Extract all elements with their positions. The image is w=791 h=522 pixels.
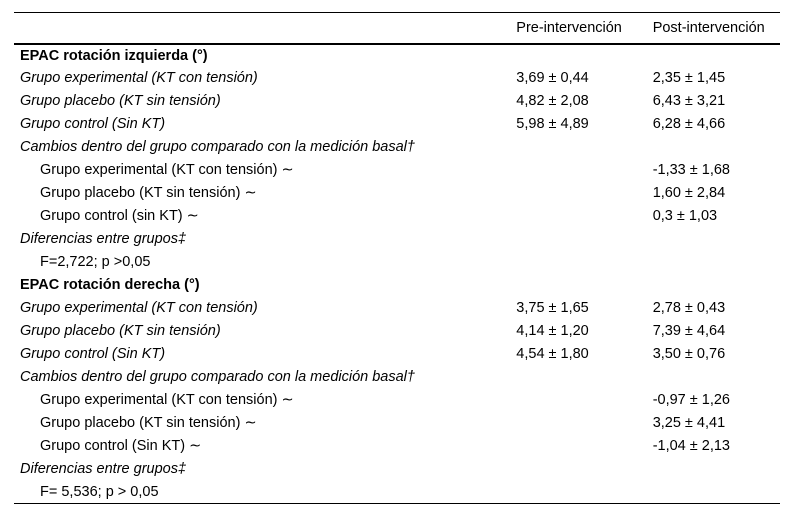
pre-value: 4,54 ± 1,80 [516,346,589,362]
post-value: 2,78 ± 0,43 [652,300,726,316]
table-row [14,90,780,113]
row-label: Grupo control (Sin KT) [20,116,166,132]
table-row [14,274,780,297]
row-label: EPAC rotación derecha (°) [20,277,200,293]
row-label: Grupo experimental (KT con tensión) [20,70,258,86]
table-row [14,320,780,343]
row-label: F= 5,536; p > 0,05 [14,481,516,504]
row-label: Grupo control (Sin KT) ∼ [40,438,202,454]
table-row [14,182,780,205]
header-pre-intervention: Pre-intervención [516,13,652,44]
row-label: Grupo experimental (KT con tensión) [20,300,258,316]
pre-value [516,205,652,228]
table-row [14,481,780,504]
post-value: 2,35 ± 1,45 [652,70,726,86]
post-value: -0,97 ± 1,26 [652,392,730,408]
pre-value [516,44,652,67]
pre-value [516,251,652,274]
pre-value [516,228,652,251]
pre-value: 3,69 ± 0,44 [516,70,589,86]
table-row [14,205,780,228]
pre-value: 3,75 ± 1,65 [516,300,589,316]
pre-value [516,458,652,481]
pre-value [516,389,652,412]
results-table [14,12,780,504]
row-label: Grupo experimental (KT con tensión) ∼ [40,392,294,408]
row-label: EPAC rotación izquierda (°) [20,47,208,64]
pre-value [516,481,652,504]
header-label-column [14,13,516,44]
post-value: -1,33 ± 1,68 [652,162,730,178]
row-label: Grupo placebo (KT sin tensión) ∼ [40,185,257,201]
post-value: 0,3 ± 1,03 [652,208,718,224]
table-row [14,366,780,389]
pre-value [516,182,652,205]
post-value: -1,04 ± 2,13 [652,438,730,454]
post-value [653,458,780,481]
post-value: 7,39 ± 4,64 [652,323,726,339]
post-value [653,481,780,504]
pre-value [516,274,652,297]
pre-value [516,412,652,435]
table-row [14,228,780,251]
post-value [653,366,780,389]
post-value [653,251,780,274]
row-label: Cambios dentro del grupo comparado con la medición basal† [20,139,415,155]
pre-value: 5,98 ± 4,89 [516,116,589,132]
pre-value [516,159,652,182]
row-label: F=2,722; p >0,05 [40,254,151,270]
table-row [14,136,780,159]
row-label: Grupo control (Sin KT) [20,346,166,362]
row-label: Grupo control (sin KT) ∼ [40,208,199,224]
table-body [14,44,780,504]
post-value: 3,25 ± 4,41 [652,415,726,431]
table-row [14,458,780,481]
pre-value [516,136,652,159]
header-post-intervention: Post-intervención [653,13,780,44]
row-label: Cambios dentro del grupo comparado con la medición basal† [20,369,415,385]
table-row [14,44,780,67]
pre-value [516,366,652,389]
table-row [14,113,780,136]
table-row [14,412,780,435]
post-value [653,44,780,67]
post-value: 6,28 ± 4,66 [652,116,726,132]
header-row [14,13,780,44]
table-row [14,389,780,412]
pre-value: 4,82 ± 2,08 [516,93,589,109]
table-row [14,67,780,90]
row-label: Grupo placebo (KT sin tensión) ∼ [40,415,257,431]
row-label: Grupo placebo (KT sin tensión) [20,93,221,109]
pre-value [516,435,652,458]
table-row [14,435,780,458]
post-value: 3,50 ± 0,76 [652,346,726,362]
table-row [14,159,780,182]
table-row [14,297,780,320]
row-label: Diferencias entre grupos‡ [20,231,187,247]
row-label: Diferencias entre grupos‡ [20,461,187,477]
post-value [653,136,780,159]
table-header [14,13,780,44]
row-label: Grupo placebo (KT sin tensión) [20,323,221,339]
table-row [14,343,780,366]
table-row [14,251,780,274]
post-value: 6,43 ± 3,21 [652,93,726,109]
post-value [653,274,780,297]
post-value [653,228,780,251]
row-label: Grupo experimental (KT con tensión) ∼ [40,162,294,178]
pre-value: 4,14 ± 1,20 [516,323,589,339]
post-value: 1,60 ± 2,84 [652,185,726,201]
